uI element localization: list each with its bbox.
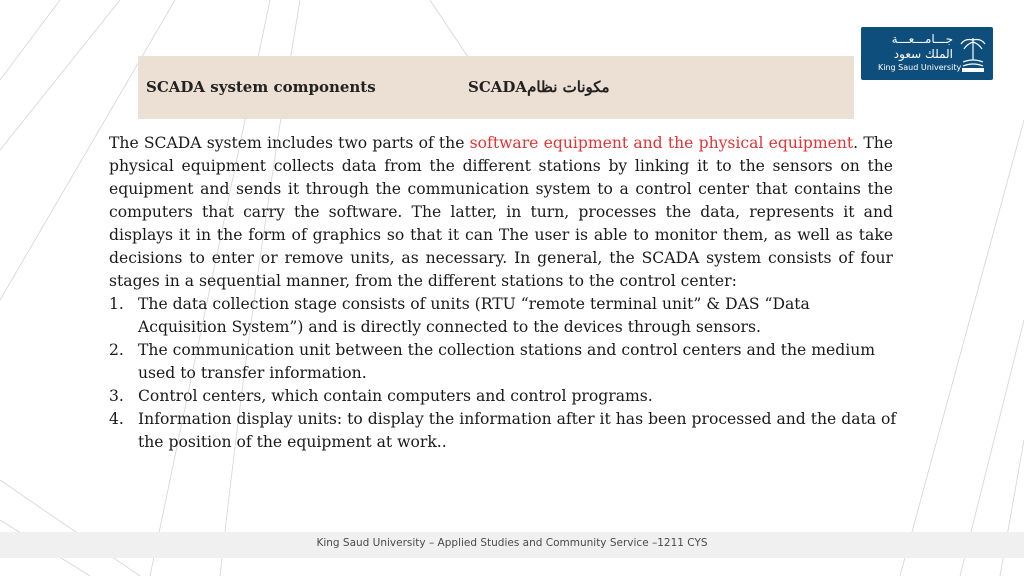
list-item xyxy=(109,408,898,454)
list-item-text: The data collection stage consists of units (RTU “remote terminal unit” & DAS “Data Acquisition System”) and is directly connected to the devices through sensors. xyxy=(138,295,810,336)
list-item-number: 4. xyxy=(109,410,124,428)
list-item xyxy=(109,293,898,339)
list-item-number: 2. xyxy=(109,341,124,359)
logo-arabic-line2: الملك سعود xyxy=(893,47,953,61)
list-item-text: Control centers, which contain computers and control programs. xyxy=(138,387,653,405)
main-content xyxy=(109,132,897,454)
list-item-number: 3. xyxy=(109,387,124,405)
list-item-text: Information display units: to display the information after it has been processed and the data of the position of the equipment at work.. xyxy=(138,410,897,451)
list-item xyxy=(109,339,898,385)
logo-arabic-line1: جـــامـــعـــة xyxy=(891,32,953,46)
university-logo xyxy=(861,27,993,80)
intro-text-rest: . The physical equipment collects data from the different stations by linking it to the sensors on the equipment and sends it through the communication system to a control center that contains the computers that carry the software. The latter, in turn, processes the data, represents it and displays it in the form of graphics so that it can The user is able to monitor them, as well as take decisions to enter or remove units, as necessary. In general, the SCADA system consists of four stages in a sequential manner, from the different stations to the control center: xyxy=(109,134,893,290)
page-title-arabic-text: مكونات نظام xyxy=(527,78,610,96)
list-item xyxy=(109,385,898,408)
logo-english-name: King Saud University xyxy=(878,63,962,72)
stages-list xyxy=(109,293,897,454)
intro-text-start: The SCADA system includes two parts of the xyxy=(109,134,470,152)
page-title-arabic-suffix: SCADA xyxy=(468,78,528,96)
palm-emblem-icon xyxy=(957,32,989,75)
list-item-text: The communication unit between the collection stations and control centers and the medium used to transfer information. xyxy=(138,341,876,382)
title-bar xyxy=(138,56,854,119)
footer xyxy=(0,532,1024,558)
page-title: SCADA system components xyxy=(146,78,376,96)
page-title-arabic xyxy=(468,78,610,96)
intro-paragraph xyxy=(109,132,893,293)
footer-text: King Saud University – Applied Studies and Community Service –1211 CYS xyxy=(316,537,708,549)
intro-highlight: software equipment and the physical equipment xyxy=(469,134,854,152)
list-item-number: 1. xyxy=(109,295,124,313)
